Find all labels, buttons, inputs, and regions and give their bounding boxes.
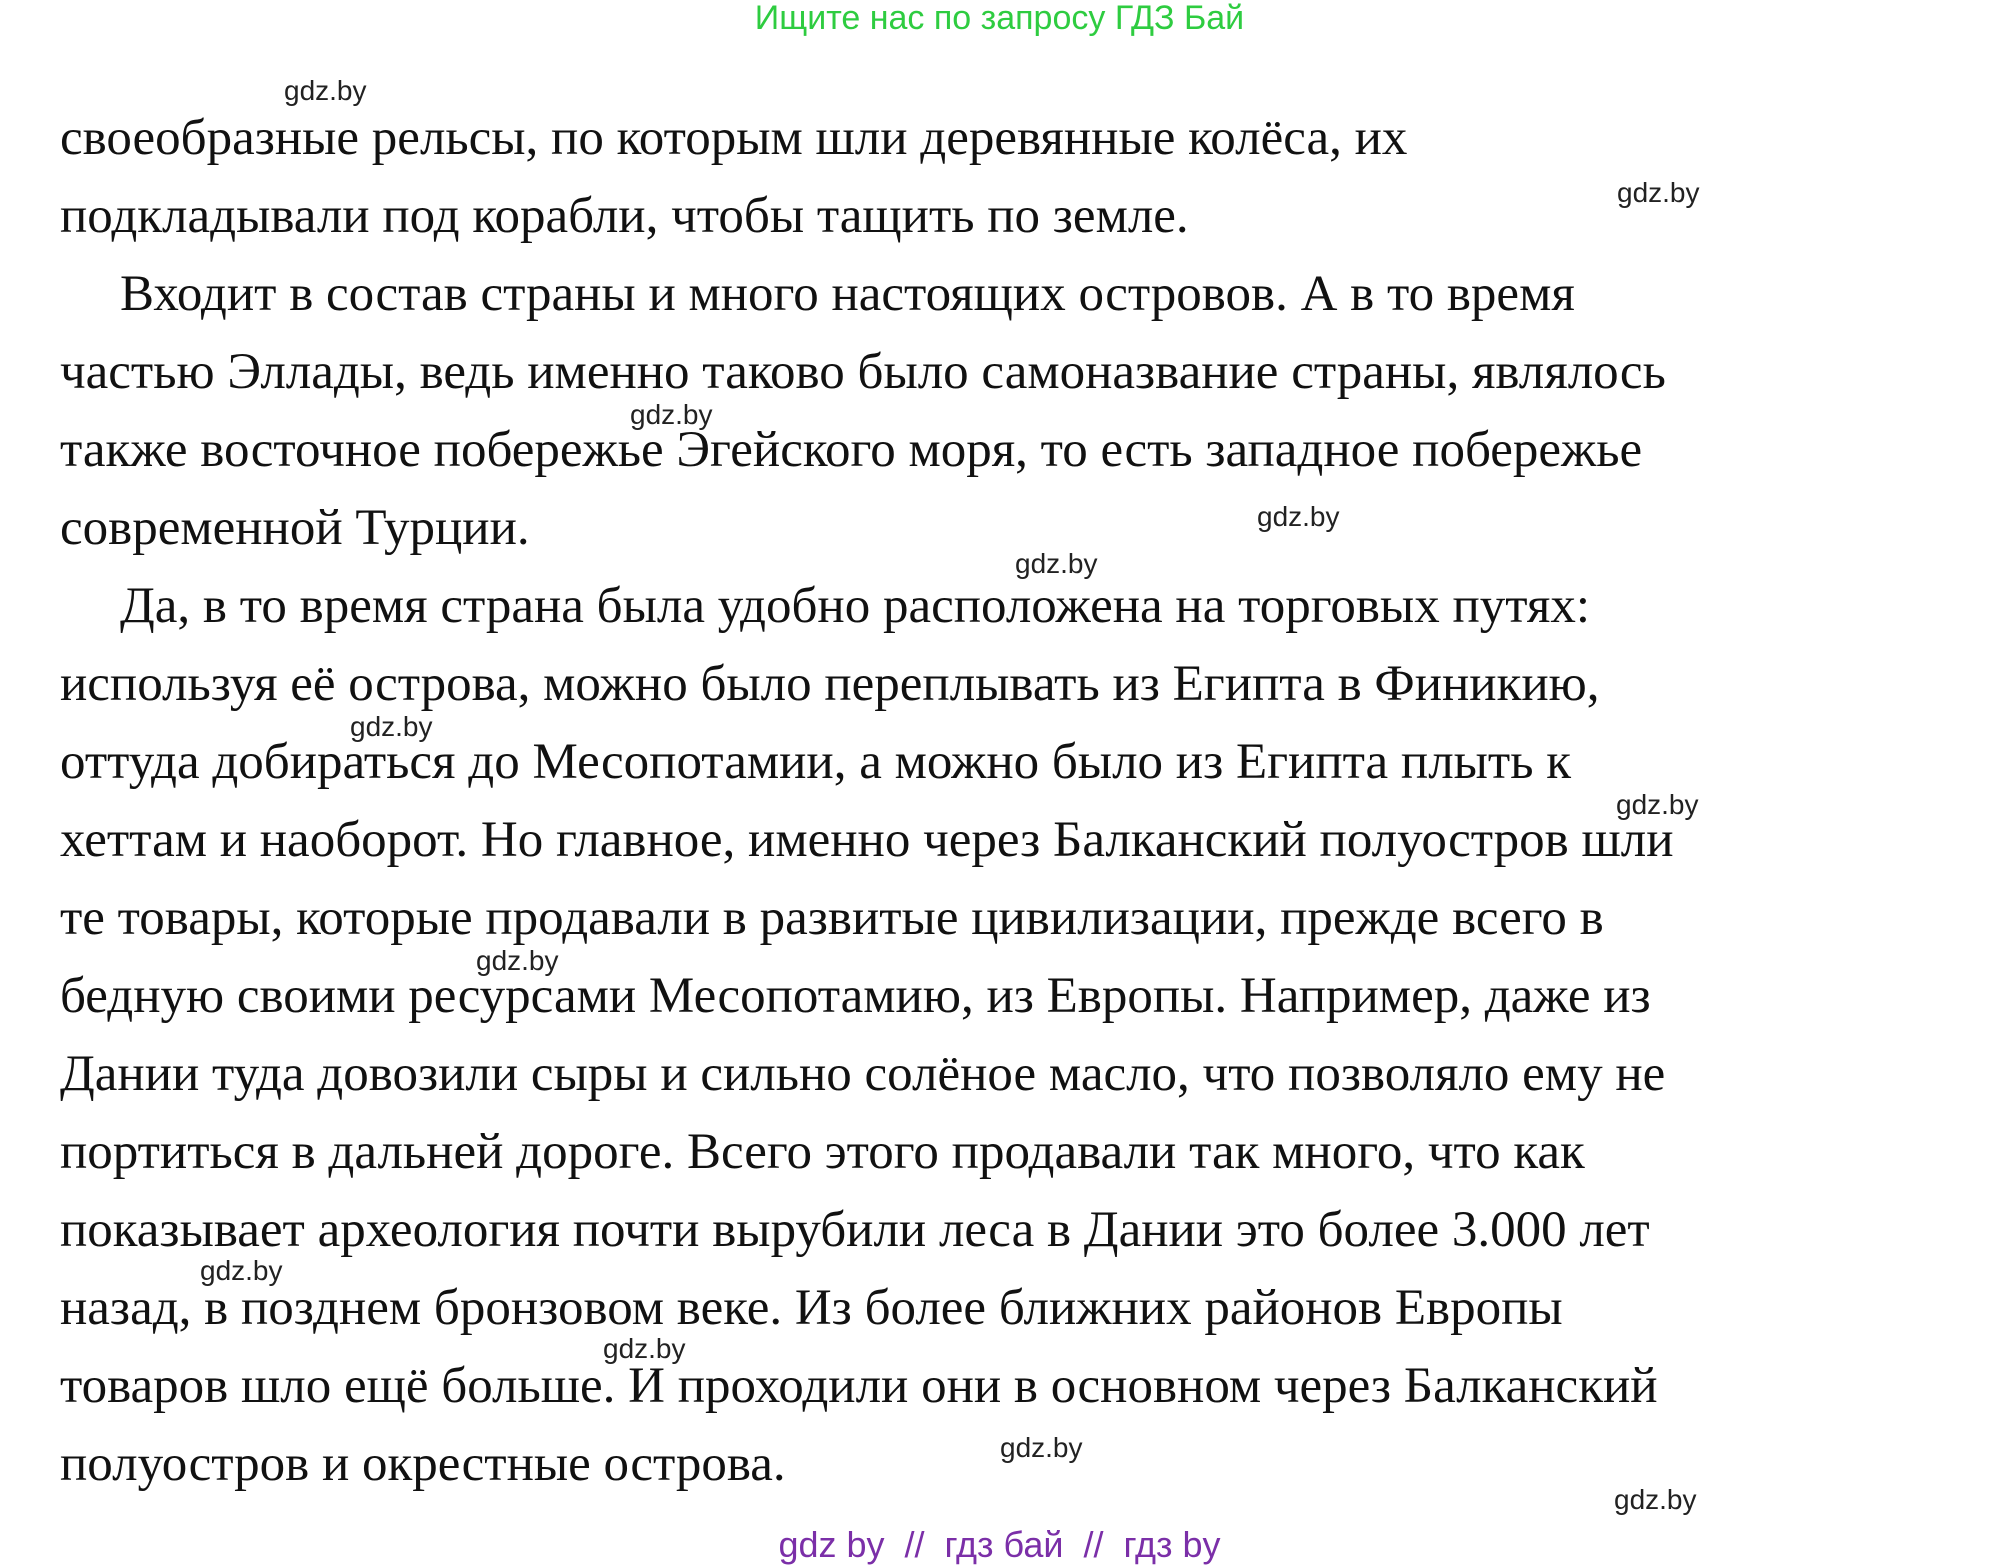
text-line: портиться в дальней дороге. Всего этого продавали так много, что как: [60, 1124, 1585, 1180]
footer-links: gdz by // гдз бай // гдз by: [778, 1524, 1221, 1565]
text-line: также восточное побережье Эгейского моря, то есть западное побережье: [60, 422, 1643, 478]
watermark: gdz.by: [1000, 1432, 1083, 1463]
text-line: показывает археология почти вырубили леса в Дании это более 3.000 лет: [60, 1202, 1650, 1258]
text-line: хеттам и наоборот. Но главное, именно через Балканский полуостров шли: [60, 812, 1674, 868]
watermark: gdz.by: [1257, 501, 1340, 532]
text-line: Дании туда довозили сыры и сильно солёное масло, что позволяло ему не: [60, 1046, 1666, 1102]
text-line: товаров шло ещё больше. И проходили они в основном через Балканский: [60, 1358, 1658, 1414]
text-line: бедную своими ресурсами Месопотамию, из Европы. Например, даже из: [60, 968, 1651, 1024]
text-line: назад, в позднем бронзовом веке. Из более ближних районов Европы: [60, 1280, 1563, 1336]
text-line: современной Турции.: [60, 500, 530, 556]
text-line: Да, в то время страна была удобно расположена на торговых путях:: [120, 578, 1590, 634]
watermark: gdz.by: [200, 1255, 283, 1286]
watermark: gdz.by: [1617, 177, 1700, 208]
text-line: своеобразные рельсы, по которым шли деревянные колёса, их: [60, 110, 1408, 166]
watermark: gdz.by: [1616, 789, 1699, 820]
watermark: gdz.by: [1015, 548, 1098, 579]
watermark: gdz.by: [630, 399, 713, 430]
text-line: используя её острова, можно было переплывать из Египта в Финикию,: [60, 656, 1600, 712]
watermark: gdz.by: [1614, 1484, 1697, 1515]
watermark: gdz.by: [603, 1333, 686, 1364]
text-line: частью Эллады, ведь именно таково было самоназвание страны, являлось: [60, 344, 1666, 400]
text-line: полуостров и окрестные острова.: [60, 1436, 786, 1492]
watermark: gdz.by: [284, 75, 367, 106]
watermark: gdz.by: [476, 945, 559, 976]
text-line: Входит в состав страны и много настоящих островов. А в то время: [120, 266, 1575, 322]
text-line: подкладывали под корабли, чтобы тащить по земле.: [60, 188, 1189, 244]
search-hint-banner: Ищите нас по запросу ГДЗ Бай: [754, 0, 1245, 37]
watermark: gdz.by: [350, 711, 433, 742]
text-line: оттуда добираться до Месопотамии, а можно было из Египта плыть к: [60, 734, 1571, 790]
text-line: те товары, которые продавали в развитые цивилизации, прежде всего в: [60, 890, 1604, 946]
